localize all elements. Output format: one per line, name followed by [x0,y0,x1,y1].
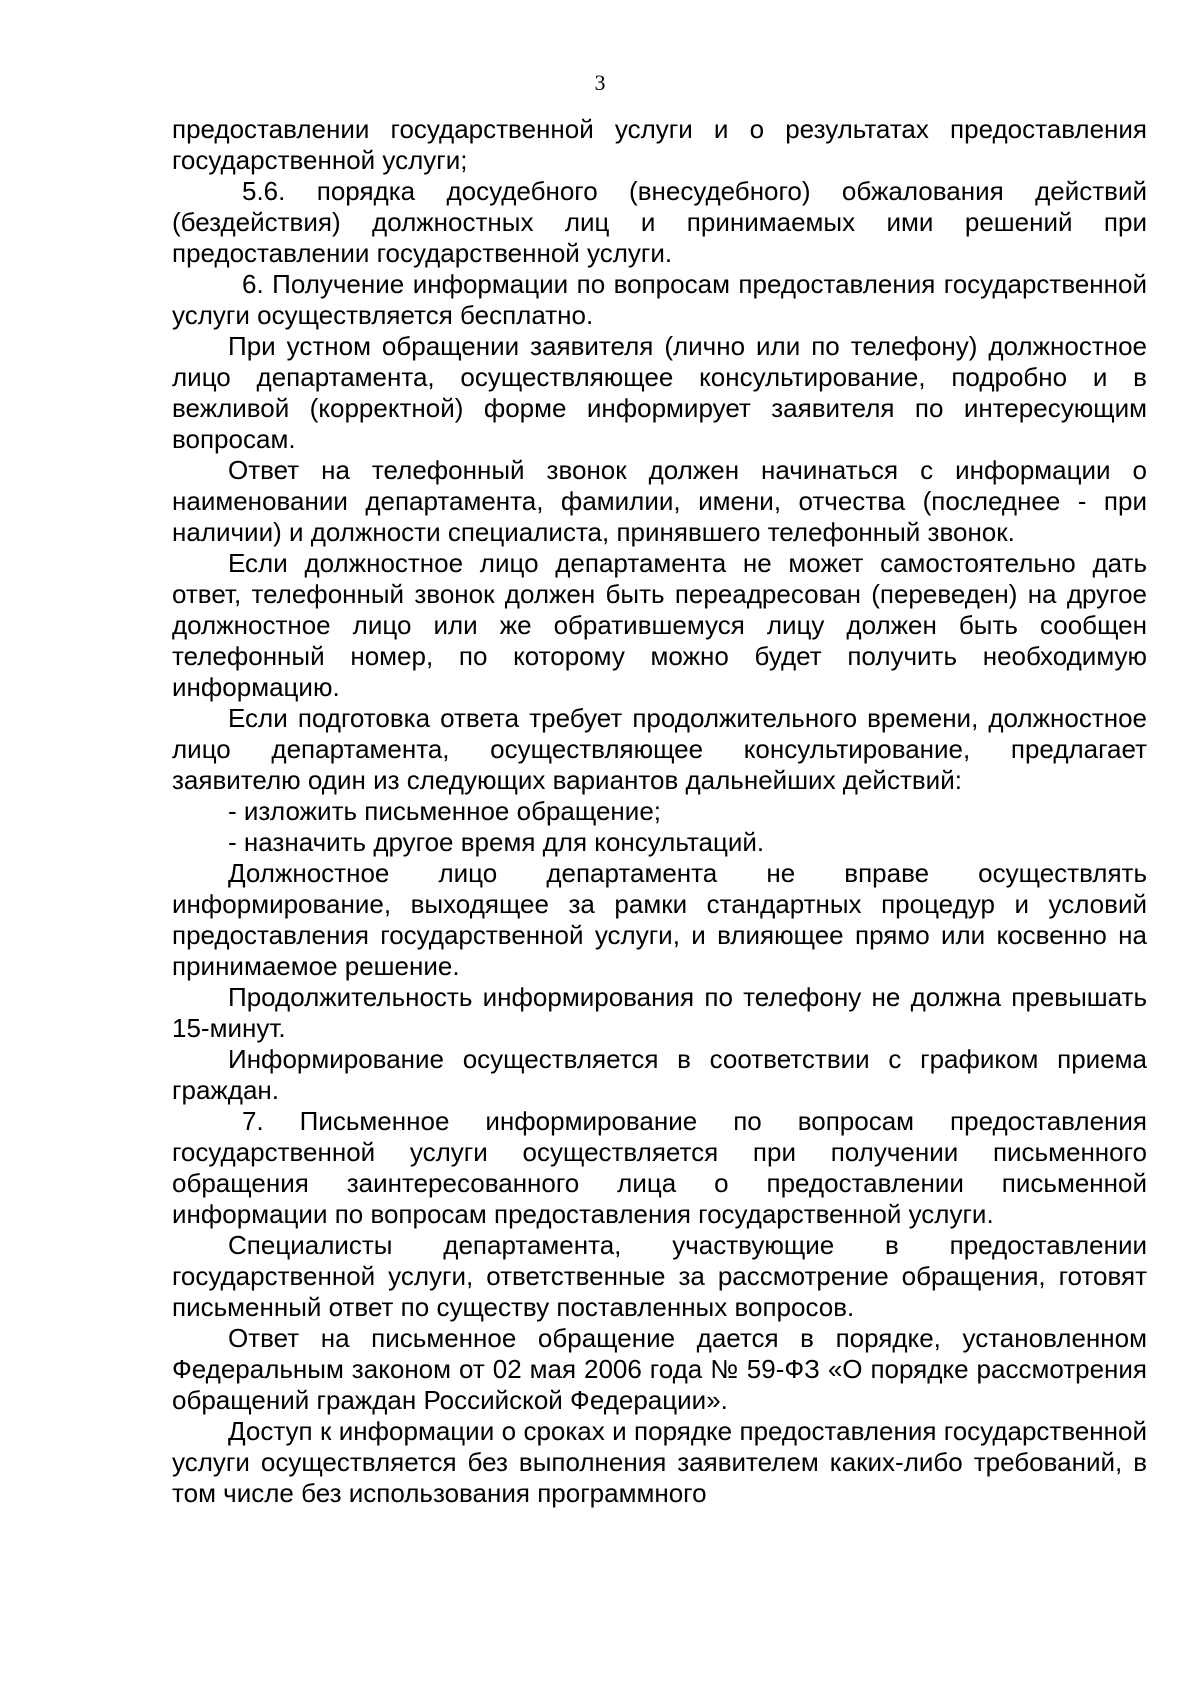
page-number: 3 [594,70,606,95]
list-item-1: - изложить письменное обращение; [228,796,661,826]
paragraph-14: Доступ к информации о сроках и порядке предоставления государственной услуги осуществляется без выполнения заявителем каких-либо требований, в том числе без использования программного [172,1416,1147,1508]
paragraph-12: Специалисты департамента, участвующие в предоставлении государственной услуги, ответственные за рассмотрение обращения, готовят письменный ответ по существу поставленных вопросов. [172,1230,1147,1322]
paragraph-9: Продолжительность информирования по телефону не должна превышать 15-минут. [172,982,1147,1043]
paragraph-4: При устном обращении заявителя (лично или по телефону) должностное лицо департамента, осуществляющее консультирование, подробно и в вежливой (корректной) форме информирует заявителя по интересующим вопросам. [172,331,1147,454]
list-item-2: - назначить другое время для консультаций. [228,827,765,857]
paragraph-2: 5.6. порядка досудебного (внесудебного) обжалования действий (бездействия) должностных лиц и принимаемых ими решений при предоставлении государственной услуги. [172,176,1147,268]
paragraph-7: Если подготовка ответа требует продолжительного времени, должностное лицо департамента, осуществляющее консультирование, предлагает заявителю один из следующих вариантов дальнейших действий: [172,703,1147,795]
paragraph-1: предоставлении государственной услуги и о результатах предоставления государственной услуги; [172,114,1147,175]
paragraph-5: Ответ на телефонный звонок должен начинаться с информации о наименовании департамента, фамилии, имени, отчества (последнее - при наличии) и должности специалиста, принявшего телефонный звонок. [172,455,1147,547]
paragraph-10: Информирование осуществляется в соответствии с графиком приема граждан. [172,1044,1147,1105]
paragraph-6: Если должностное лицо департамента не может самостоятельно дать ответ, телефонный звонок должен быть переадресован (переведен) на другое должностное лицо или же обратившемуся лицу должен быть сообщен телефонный номер, по которому можно будет получить необходимую информацию. [172,548,1147,702]
document-body [172,114,1147,1509]
paragraph-3: 6. Получение информации по вопросам предоставления государственной услуги осуществляется бесплатно. [172,269,1147,330]
paragraph-11: 7. Письменное информирование по вопросам предоставления государственной услуги осуществляется при получении письменного обращения заинтересованного лица о предоставлении письменной информации по вопросам предоставления государственной услуги. [172,1106,1147,1229]
paragraph-8: Должностное лицо департамента не вправе осуществлять информирование, выходящее за рамки стандартных процедур и условий предоставления государственной услуги, и влияющее прямо или косвенно на принимаемое решение. [172,858,1147,981]
paragraph-13: Ответ на письменное обращение дается в порядке, установленном Федеральным законом от 02 мая 2006 года № 59-ФЗ «О порядке рассмотрения обращений граждан Российской Федерации». [172,1323,1147,1415]
